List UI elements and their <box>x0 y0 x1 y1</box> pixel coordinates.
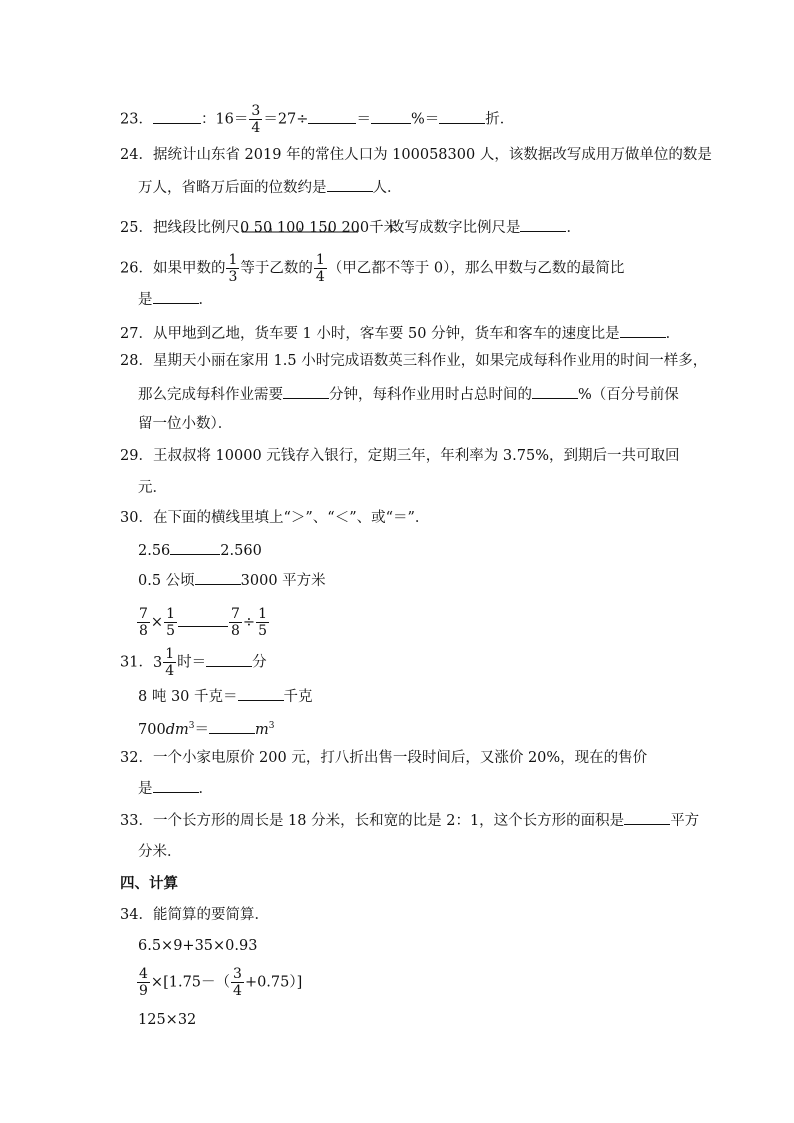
question-29-line2: 元． <box>138 480 167 496</box>
answer-blank[interactable] <box>624 810 670 825</box>
question-30-item-a: 2.56 2.560 <box>138 540 262 561</box>
answer-blank[interactable] <box>308 109 356 124</box>
question-28: 28．星期天小丽在家用 1.5 小时完成语数英三科作业，如果完成每科作业用的时间一样多， <box>120 353 708 369</box>
answer-blank[interactable] <box>439 109 485 124</box>
scale-tick-label: 200千米 <box>341 220 399 236</box>
question-number: 34． <box>120 907 153 923</box>
fraction: $\frac{1}{3}$ <box>228 252 238 285</box>
fraction: $\frac{7}{8}$ <box>139 606 148 639</box>
answer-blank[interactable] <box>327 177 373 192</box>
answer-blank[interactable] <box>153 289 199 304</box>
question-30-item-c: $\frac{7}{8}$ × $\frac{1}{5}$ $\frac{7}{8}$ ÷ $\frac{1}{5}$ <box>139 606 267 639</box>
question-34: 34．能简算的要简算． <box>120 907 269 923</box>
answer-blank[interactable] <box>153 109 201 124</box>
scale-tick-label: 50 <box>253 220 273 236</box>
question-number: 33． <box>120 813 153 829</box>
question-31: 31． 3 $\frac{1}{4}$ 时＝ 分 <box>120 646 267 679</box>
question-number: 32． <box>120 750 153 766</box>
question-26: 26．如果甲数的 $\frac{1}{3}$ 等于乙数的 $\frac{1}{4}$ （甲乙都不等于 0），那么甲数与乙数的最简比 <box>120 252 625 285</box>
answer-blank[interactable] <box>620 323 666 338</box>
question-number: 25． <box>120 220 153 236</box>
question-31-item-c: $700dm^3= m^3$ <box>138 716 274 740</box>
fraction: $\frac{3}{4}$ <box>251 103 261 136</box>
answer-blank[interactable] <box>170 540 220 555</box>
question-29: 29．王叔叔将 10000 元钱存入银行，定期三年，年利率为 3.75%，到期后一共可取回 <box>120 448 680 464</box>
question-32: 32．一个小家电原价 200 元，打八折出售一段时间后，又涨价 20%，现在的售价 <box>120 750 648 766</box>
scale-tick-label: 0 <box>239 220 250 236</box>
fraction: $\frac{1}{5}$ <box>166 606 175 639</box>
section-heading: 四、计算 <box>120 876 178 892</box>
question-24-line2: 万人，省略万后面的位数约是 人． <box>138 177 402 198</box>
answer-blank[interactable] <box>206 652 252 667</box>
answer-blank[interactable] <box>532 384 578 399</box>
fraction: $\frac{1}{4}$ <box>315 252 325 285</box>
question-23: 23． ：16＝ $\frac{3}{4}$ ＝27÷ ＝ %＝ 折． <box>120 103 515 136</box>
question-33: 33．一个长方形的周长是 18 分米，长和宽的比是 2：1，这个长方形的面积是 平方 <box>120 810 699 831</box>
question-number: 23． <box>120 111 153 128</box>
answer-blank[interactable] <box>209 719 255 734</box>
scale-tick-label: 150 <box>309 220 337 236</box>
question-number: 28． <box>120 353 153 369</box>
question-28-line2: 那么完成每科作业需要 分钟，每科作业用时占总时间的 %（百分号前保 <box>138 384 679 405</box>
question-number: 29． <box>120 448 153 464</box>
mixed-number: 3 $\frac{1}{4}$ <box>152 646 175 679</box>
question-28-line3: 留一位小数）． <box>138 416 233 432</box>
question-27: 27．从甲地到乙地，货车要 1 小时，客车要 50 分钟，货车和客车的速度比是 ． <box>120 323 680 344</box>
question-33-line2: 分米． <box>138 844 182 860</box>
answer-blank[interactable] <box>520 217 566 232</box>
answer-blank[interactable] <box>178 612 228 627</box>
question-number: 31． <box>120 654 153 671</box>
answer-blank[interactable] <box>195 570 241 585</box>
fraction: $\frac{1}{5}$ <box>258 606 267 639</box>
scale-tick-label: 100 <box>276 220 305 236</box>
fraction: $\frac{1}{4}$ <box>165 646 175 679</box>
question-34-expr-1: 6.5×9+35×0.93 <box>138 938 258 954</box>
fraction: $\frac{4}{9}$ <box>139 966 148 999</box>
question-31-item-b: 8 吨 30 千克＝ 千克 <box>138 686 313 707</box>
question-30-item-b: 0.5 公顷 3000 平方米 <box>138 570 326 591</box>
question-number: 24． <box>120 147 153 163</box>
question-32-line2: 是 ． <box>138 778 213 799</box>
question-26-line2: 是 ． <box>138 289 213 310</box>
question-30: 30．在下面的横线里填上“＞”、“＜”、或“＝”． <box>120 510 430 526</box>
question-34-expr-3: 125×32 <box>138 1012 197 1028</box>
question-number: 30． <box>120 510 153 526</box>
answer-blank[interactable] <box>283 384 329 399</box>
question-25: 25．把线段比例尺 0 50 100 150 200千米改写成数字比例尺是 ． <box>120 217 581 238</box>
question-24: 24．据统计山东省 2019 年的常住人口为 100058300 人，该数据改写成用万做单位的数是 <box>120 147 712 163</box>
question-number: 27． <box>120 326 153 342</box>
answer-blank[interactable] <box>238 686 284 701</box>
question-34-expr-2: $\frac{4}{9}$ ×[1.75－（ $\frac{3}{4}$ +0.75）] <box>139 966 303 999</box>
fraction: $\frac{3}{4}$ <box>233 966 242 999</box>
answer-blank[interactable] <box>153 778 199 793</box>
scale-bar-graphic <box>240 218 390 238</box>
line-scale <box>239 218 399 238</box>
question-number: 26． <box>120 260 153 277</box>
fraction: $\frac{7}{8}$ <box>231 606 240 639</box>
answer-blank[interactable] <box>371 109 411 124</box>
